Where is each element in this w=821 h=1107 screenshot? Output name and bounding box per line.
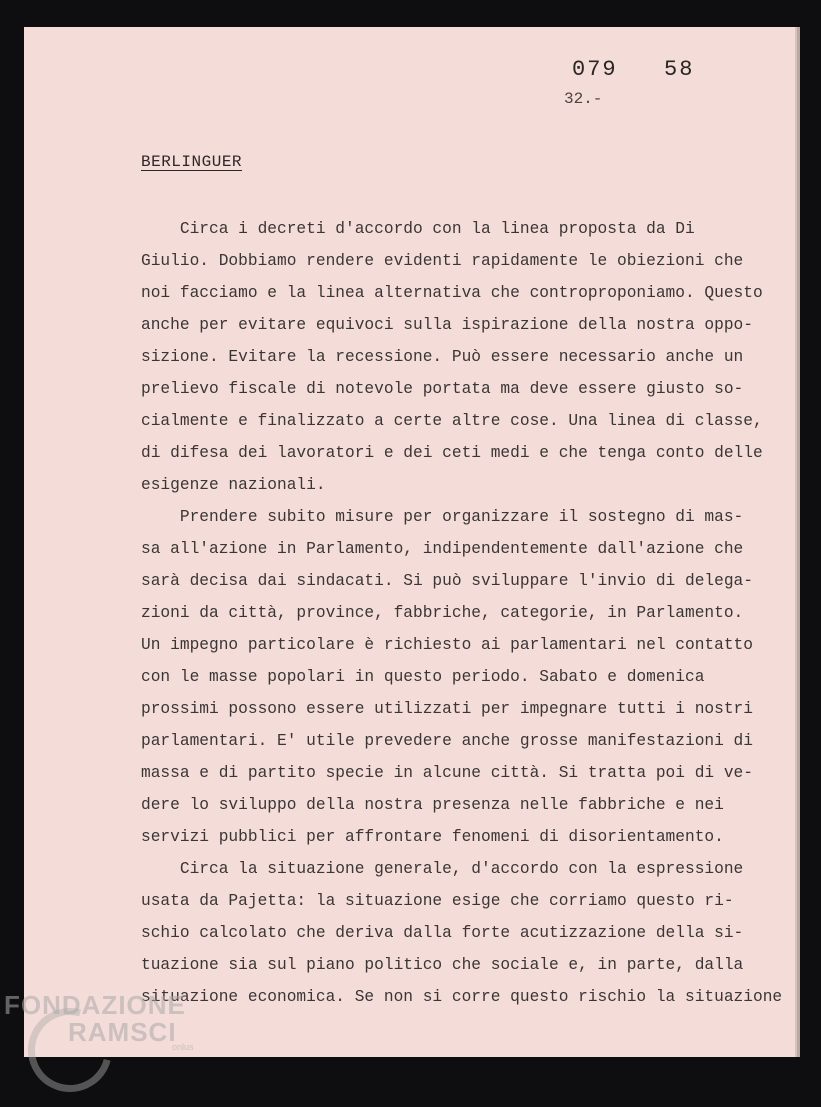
- text-line: con le masse popolari in questo periodo. Sabato e domenica: [141, 668, 705, 686]
- text-line: usata da Pajetta: la situazione esige che corriamo questo ri-: [141, 892, 734, 910]
- text-line: prelievo fiscale di notevole portata ma deve essere giusto so-: [141, 380, 744, 398]
- text-line: Prendere subito misure per organizzare il sostegno di mas-: [141, 508, 744, 526]
- text-line: schio calcolato che deriva dalla forte acutizzazione della si-: [141, 924, 744, 942]
- watermark-line-1: FONDAZIONE: [4, 990, 186, 1020]
- text-line: sizione. Evitare la recessione. Può essere necessario anche un: [141, 348, 744, 366]
- body-text: [141, 213, 783, 1013]
- text-line: sa all'azione in Parlamento, indipendentemente dall'azione che: [141, 540, 744, 558]
- text-line: cialmente e finalizzato a certe altre cose. Una linea di classe,: [141, 412, 763, 430]
- text-line: anche per evitare equivoci sulla ispirazione della nostra oppo-: [141, 316, 753, 334]
- text-line: Circa la situazione generale, d'accordo con la espressione: [141, 860, 744, 878]
- text-line: situazione economica. Se non si corre questo rischio la situazione: [141, 988, 783, 1006]
- speaker-heading: BERLINGUER: [141, 153, 243, 171]
- text-line: noi facciamo e la linea alternativa che controproponiamo. Questo: [141, 284, 763, 302]
- watermark-line-3: onlus: [172, 1042, 194, 1052]
- watermark-line-2: RAMSCI: [68, 1017, 177, 1047]
- text-line: dere lo sviluppo della nostra presenza nelle fabbriche e nei: [141, 796, 724, 814]
- text-line: tuazione sia sul piano politico che sociale e, in parte, dalla: [141, 956, 744, 974]
- fondazione-gramsci-watermark: [4, 990, 194, 1052]
- text-line: prossimi possono essere utilizzati per impegnare tutti i nostri: [141, 700, 753, 718]
- archive-number: 079: [572, 57, 618, 82]
- text-line: servizi pubblici per affrontare fenomeni di disorientamento.: [141, 828, 724, 846]
- page-number: 32.-: [564, 90, 603, 108]
- text-line: esigenze nazionali.: [141, 476, 326, 494]
- text-line: Giulio. Dobbiamo rendere evidenti rapidamente le obiezioni che: [141, 252, 744, 270]
- folio-number: 58: [664, 57, 695, 82]
- text-line: zioni da città, province, fabbriche, categorie, in Parlamento.: [141, 604, 744, 622]
- text-line: massa e di partito specie in alcune città. Si tratta poi di ve-: [141, 764, 753, 782]
- text-line: Un impegno particolare è richiesto ai parlamentari nel contatto: [141, 636, 753, 654]
- text-line: parlamentari. E' utile prevedere anche grosse manifestazioni di: [141, 732, 753, 750]
- text-line: Circa i decreti d'accordo con la linea proposta da Di: [141, 220, 695, 238]
- text-line: di difesa dei lavoratori e dei ceti medi e che tenga conto delle: [141, 444, 763, 462]
- text-line: sarà decisa dai sindacati. Si può sviluppare l'invio di delega-: [141, 572, 753, 590]
- document-page: [24, 27, 800, 1057]
